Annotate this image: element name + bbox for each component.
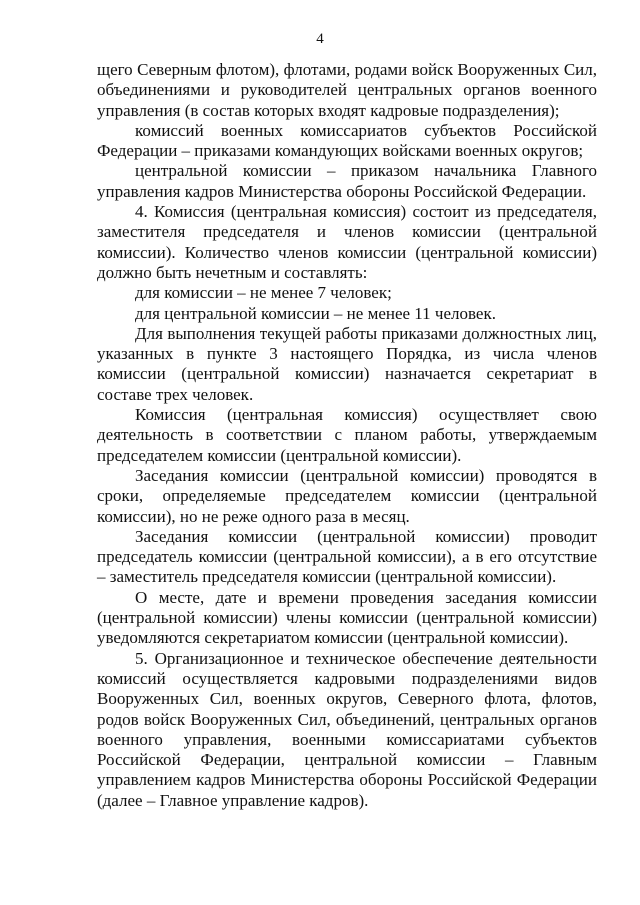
paragraph-central-min-members: для центральной комиссии – не менее 11 человек.: [135, 303, 496, 323]
paragraph-meetings-chair: Заседания комиссии (центральной комиссии) проводит председатель комиссии (центральной комиссии), а в его отсутствие – заместитель председателя комиссии (центральной комиссии).: [97, 526, 597, 587]
paragraph-central-commission-order: центральной комиссии – приказом начальника Главного управления кадров Министерства обороны Российской Федерации.: [97, 161, 597, 201]
paragraph-continuation: щего Северным флотом), флотами, родами войск Вооруженных Сил, объединениями и руководителей центральных органов военного управления (в состав которых входят кадровые подразделения);: [97, 60, 597, 120]
paragraph-meeting-notification: О месте, дате и времени проведения заседания комиссии (центральной комиссии) члены комиссии (центральной комиссии) уведомляются секретариатом комиссии (центральной комиссии).: [97, 587, 597, 648]
page-number: 4: [316, 31, 324, 47]
paragraph-item-5-support: 5. Организационное и техническое обеспечение деятельности комиссий осуществляется кадровыми подразделениями видов Вооруженных Сил, военных округов, Северного флота, флотов, родов войск Вооруженных Сил, объединений, центральных органов военного управления, военными комиссариатами субъектов Российской Федерации, центральной комиссии – Главным управлением кадров Министерства обороны Российской Федерации (далее – Главное управление кадров).: [97, 648, 597, 810]
paragraph-secretariat: Для выполнения текущей работы приказами должностных лиц, указанных в пункте 3 настоящего Порядка, из числа членов комиссии (центральной комиссии) назначается секретариат в составе трех человек.: [97, 323, 597, 404]
paragraph-commission-min-members: для комиссии – не менее 7 человек;: [135, 283, 392, 303]
paragraph-work-plan: Комиссия (центральная комиссия) осуществляет свою деятельность в соответствии с планом работы, утверждаемым председателем комиссии (центральной комиссии).: [97, 405, 597, 465]
paragraph-regional-commissions: комиссий военных комиссариатов субъектов Российской Федерации – приказами командующих войсками военных округов;: [97, 120, 597, 161]
paragraph-item-4-composition: 4. Комиссия (центральная комиссия) состоит из председателя, заместителя председателя и членов комиссии (центральной комиссии). Количество членов комиссии (центральной комиссии) должно быть нечетным и составлять:: [97, 202, 597, 282]
paragraph-meetings-frequency: Заседания комиссии (центральной комиссии) проводятся в сроки, определяемые председателем комиссии (центральной комиссии), но не реже одного раза в месяц.: [97, 465, 597, 526]
document-body: [97, 60, 597, 811]
